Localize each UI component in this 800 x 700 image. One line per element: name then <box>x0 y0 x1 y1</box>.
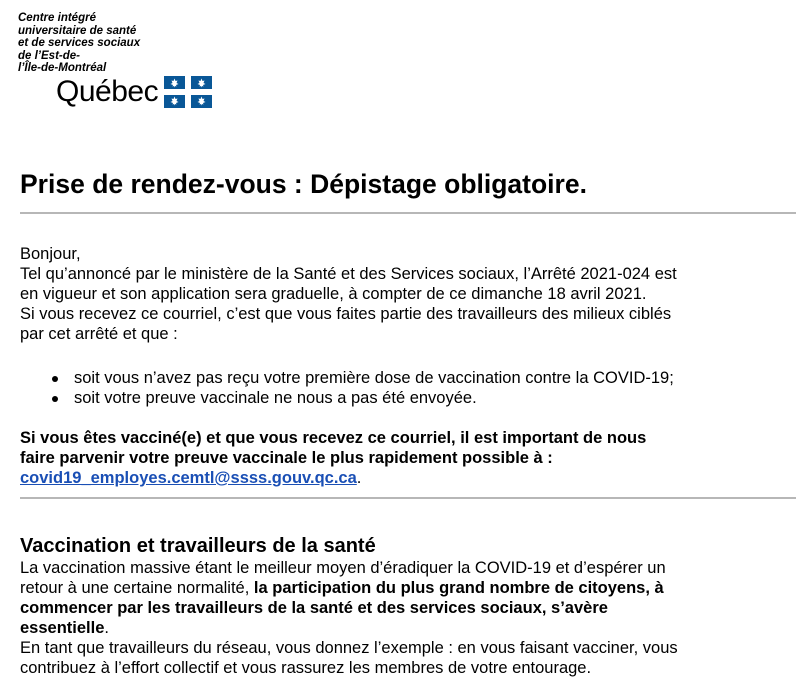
org-line: de l’Est-de- <box>18 49 80 62</box>
vaccinated-notice <box>20 428 646 488</box>
cemtl-logo <box>18 12 212 109</box>
quebec-wordmark: Québec <box>56 74 159 108</box>
condition-list <box>52 368 674 408</box>
email-link[interactable]: covid19_employes.cemtl@ssss.gouv.qc.ca <box>20 469 357 487</box>
list-item-text: soit votre preuve vaccinale ne nous a pas été envoyée. <box>74 389 477 407</box>
emphasis-line: commencer par les travailleurs de la santé et des services sociaux, s’avère <box>20 599 608 617</box>
paragraph-line: La vaccination massive étant le meilleur moyen d’éradiquer la COVID-19 et d’espérer un <box>20 559 666 577</box>
org-line: Centre intégré <box>18 12 96 24</box>
intro-line: par cet arrêté et que : <box>20 325 178 343</box>
org-line: universitaire de santé <box>18 24 137 37</box>
page-title: Prise de rendez-vous : Dépistage obligatoire. <box>20 169 587 199</box>
notice-line: Si vous êtes vacciné(e) et que vous recevez ce courriel, il est important de nous <box>20 429 647 447</box>
notice-email-line <box>20 468 646 488</box>
emphasis-text: essentielle <box>20 619 105 637</box>
section-paragraph <box>20 558 678 678</box>
quebec-wordmark-row <box>56 75 212 109</box>
org-line: et de services sociaux <box>18 37 141 49</box>
notice-line: faire parvenir votre preuve vaccinale le plus rapidement possible à : <box>20 449 553 467</box>
divider <box>20 497 796 499</box>
intro-line: en vigueur et son application sera graduelle, à compter de ce dimanche 18 avril 2021. <box>20 285 647 303</box>
list-item <box>52 388 674 408</box>
punctuation: . <box>356 469 362 487</box>
paragraph-line <box>20 578 678 598</box>
organization-name <box>18 12 212 75</box>
list-item-text: soit vous n’avez pas reçu votre première dose de vaccination contre la COVID-19; <box>74 369 674 387</box>
section-title: Vaccination et travailleurs de la santé <box>20 535 376 557</box>
punctuation: . <box>104 619 109 637</box>
intro-paragraph <box>20 244 790 344</box>
paragraph-line: contribuez à l’effort collectif et vous rassurez les membres de votre entourage. <box>20 659 592 677</box>
paragraph-line <box>20 618 678 638</box>
intro-line: Si vous recevez ce courriel, c’est que vous faites partie des travailleurs des milieux ciblés <box>20 305 672 323</box>
paragraph-line: En tant que travailleurs du réseau, vous donnez l’exemple : en vous faisant vacciner, vous <box>20 639 678 657</box>
divider <box>20 212 796 214</box>
greeting: Bonjour, <box>20 245 81 263</box>
list-item <box>52 368 674 388</box>
quebec-flag-icon <box>164 76 212 108</box>
emphasis-text: la participation du plus grand nombre de citoyens, à <box>253 579 664 597</box>
paragraph-text: retour à une certaine normalité, <box>20 579 254 597</box>
bullet-icon <box>52 396 58 402</box>
org-line: l’Île-de-Montréal <box>18 62 107 74</box>
bullet-icon <box>52 376 58 382</box>
intro-line: Tel qu’annoncé par le ministère de la Santé et des Services sociaux, l’Arrêté 2021-024 est <box>20 265 677 283</box>
